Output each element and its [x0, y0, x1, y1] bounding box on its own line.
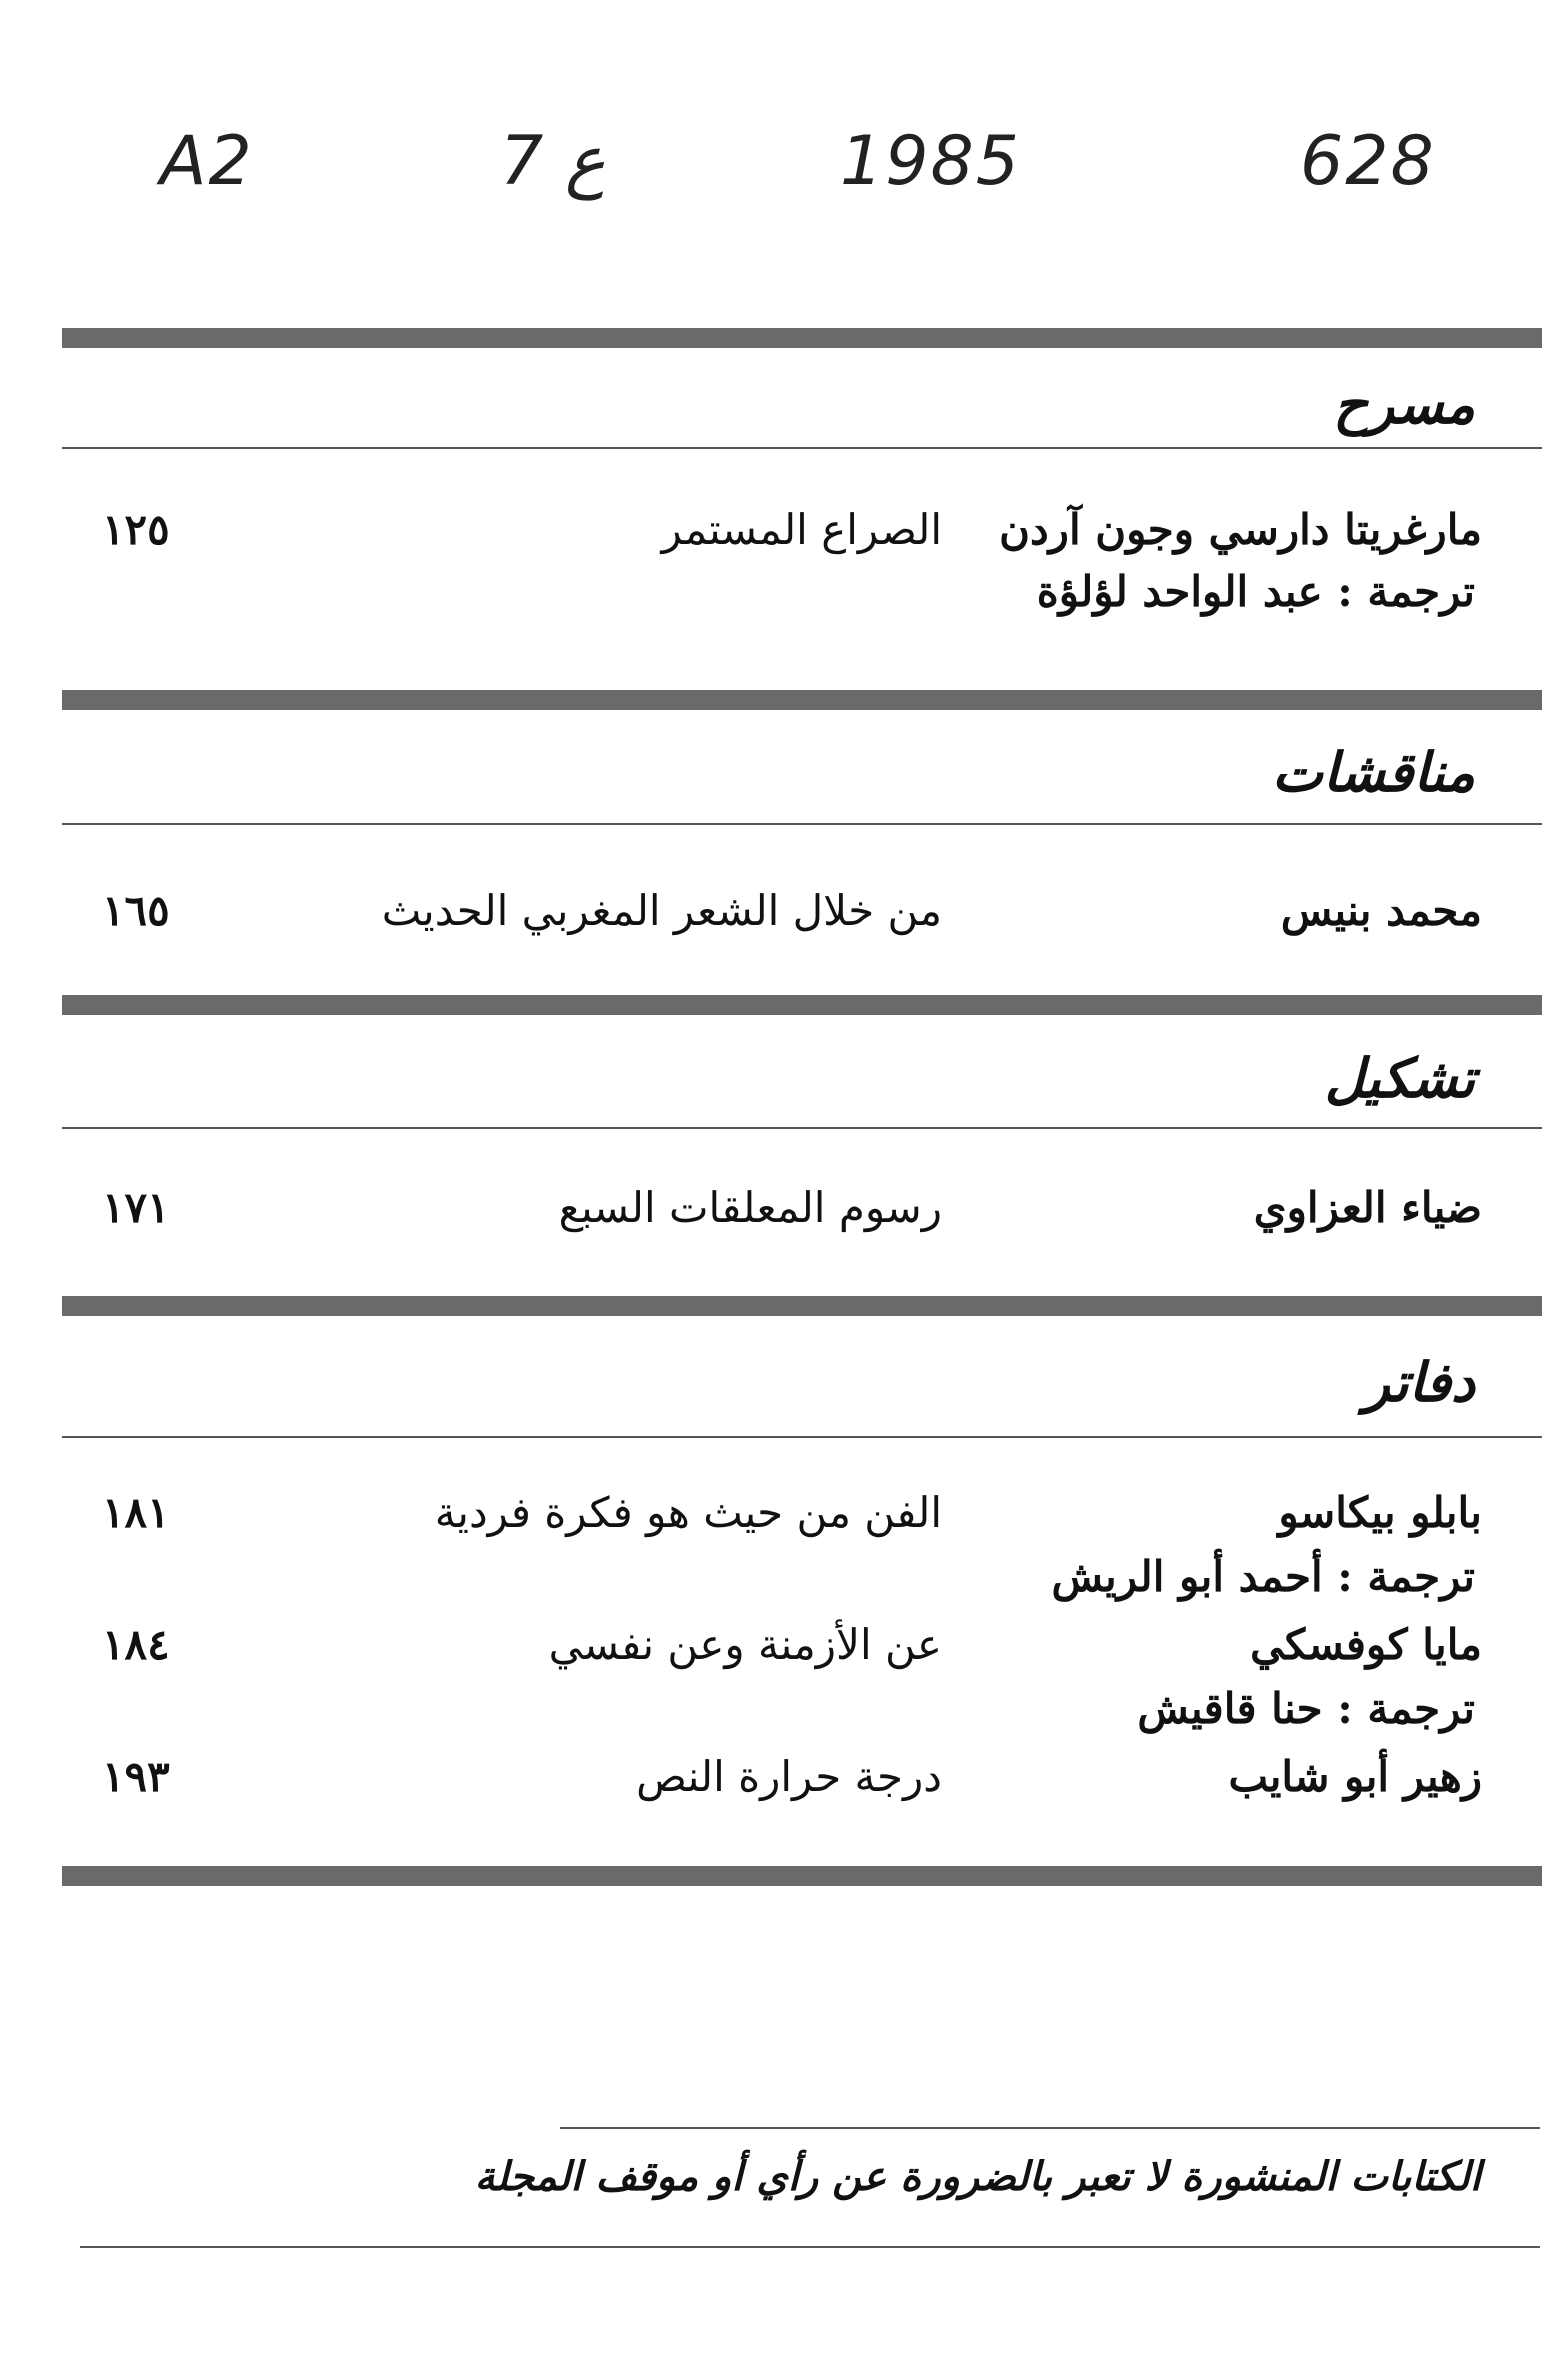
entry-page: ١٨٤ [102, 1620, 170, 1669]
entry-title: الصراع المستمر [661, 505, 942, 554]
entry-page: ١٨١ [102, 1488, 170, 1537]
section-divider-bar [62, 690, 1542, 710]
entry-author: مارغريتا دارسي وجون آردن [999, 505, 1482, 554]
handwritten-note-3: 1985 [840, 122, 1022, 201]
section-divider-bar [62, 1296, 1542, 1316]
entry-translator: ترجمة : حنا قاقيش [1137, 1684, 1475, 1733]
toc-entry [62, 1488, 1482, 1544]
entry-title: من خلال الشعر المغربي الحديث [381, 886, 942, 935]
handwritten-note-2: 7 ع [500, 122, 606, 201]
section-title-discussions: مناقشات [1272, 740, 1475, 804]
section-rule [62, 1127, 1542, 1129]
section-rule [62, 447, 1542, 449]
section-rule [62, 1436, 1542, 1438]
entry-page: ١٢٥ [102, 505, 170, 554]
entry-title: رسوم المعلقات السبع [558, 1183, 942, 1232]
section-title-visual-art: تشكيل [1324, 1046, 1475, 1110]
handwritten-note-1: A2 [160, 122, 254, 201]
entry-author: بابلو بيكاسو [1278, 1488, 1482, 1537]
footer-rule-bottom [80, 2246, 1540, 2248]
footer-rule-top [560, 2127, 1540, 2129]
entry-title: عن الأزمنة وعن نفسي [548, 1620, 942, 1669]
entry-author: محمد بنيس [1280, 886, 1482, 935]
toc-entry [62, 886, 1482, 942]
entry-translator: ترجمة : عبد الواحد لؤلؤة [1036, 567, 1475, 616]
entry-page: ١٩٣ [102, 1752, 170, 1801]
section-divider-bar [62, 995, 1542, 1015]
entry-title: الفن من حيث هو فكرة فردية [434, 1488, 942, 1537]
toc-entry [62, 1752, 1482, 1808]
section-title-theatre: مسرح [1333, 372, 1475, 436]
entry-page: ١٦٥ [102, 886, 170, 935]
section-divider-bar [62, 328, 1542, 348]
handwritten-note-4: 628 [1300, 122, 1436, 201]
entry-author: مايا كوفسكي [1250, 1620, 1482, 1669]
toc-entry [62, 1620, 1482, 1676]
entry-page: ١٧١ [102, 1183, 170, 1232]
entry-author: زهير أبو شايب [1228, 1752, 1482, 1801]
entry-translator: ترجمة : أحمد أبو الريش [1051, 1552, 1475, 1601]
section-divider-bar [62, 1866, 1542, 1886]
entry-author: ضياء العزاوي [1253, 1183, 1482, 1232]
toc-entry [62, 1183, 1482, 1239]
section-title-notebooks: دفاتر [1363, 1350, 1475, 1414]
section-rule [62, 823, 1542, 825]
toc-entry [62, 505, 1482, 561]
entry-title: درجة حرارة النص [636, 1752, 942, 1801]
editorial-disclaimer: الكتابات المنشورة لا تعبر بالضرورة عن رأي أو موقف المجلة [474, 2153, 1481, 2200]
